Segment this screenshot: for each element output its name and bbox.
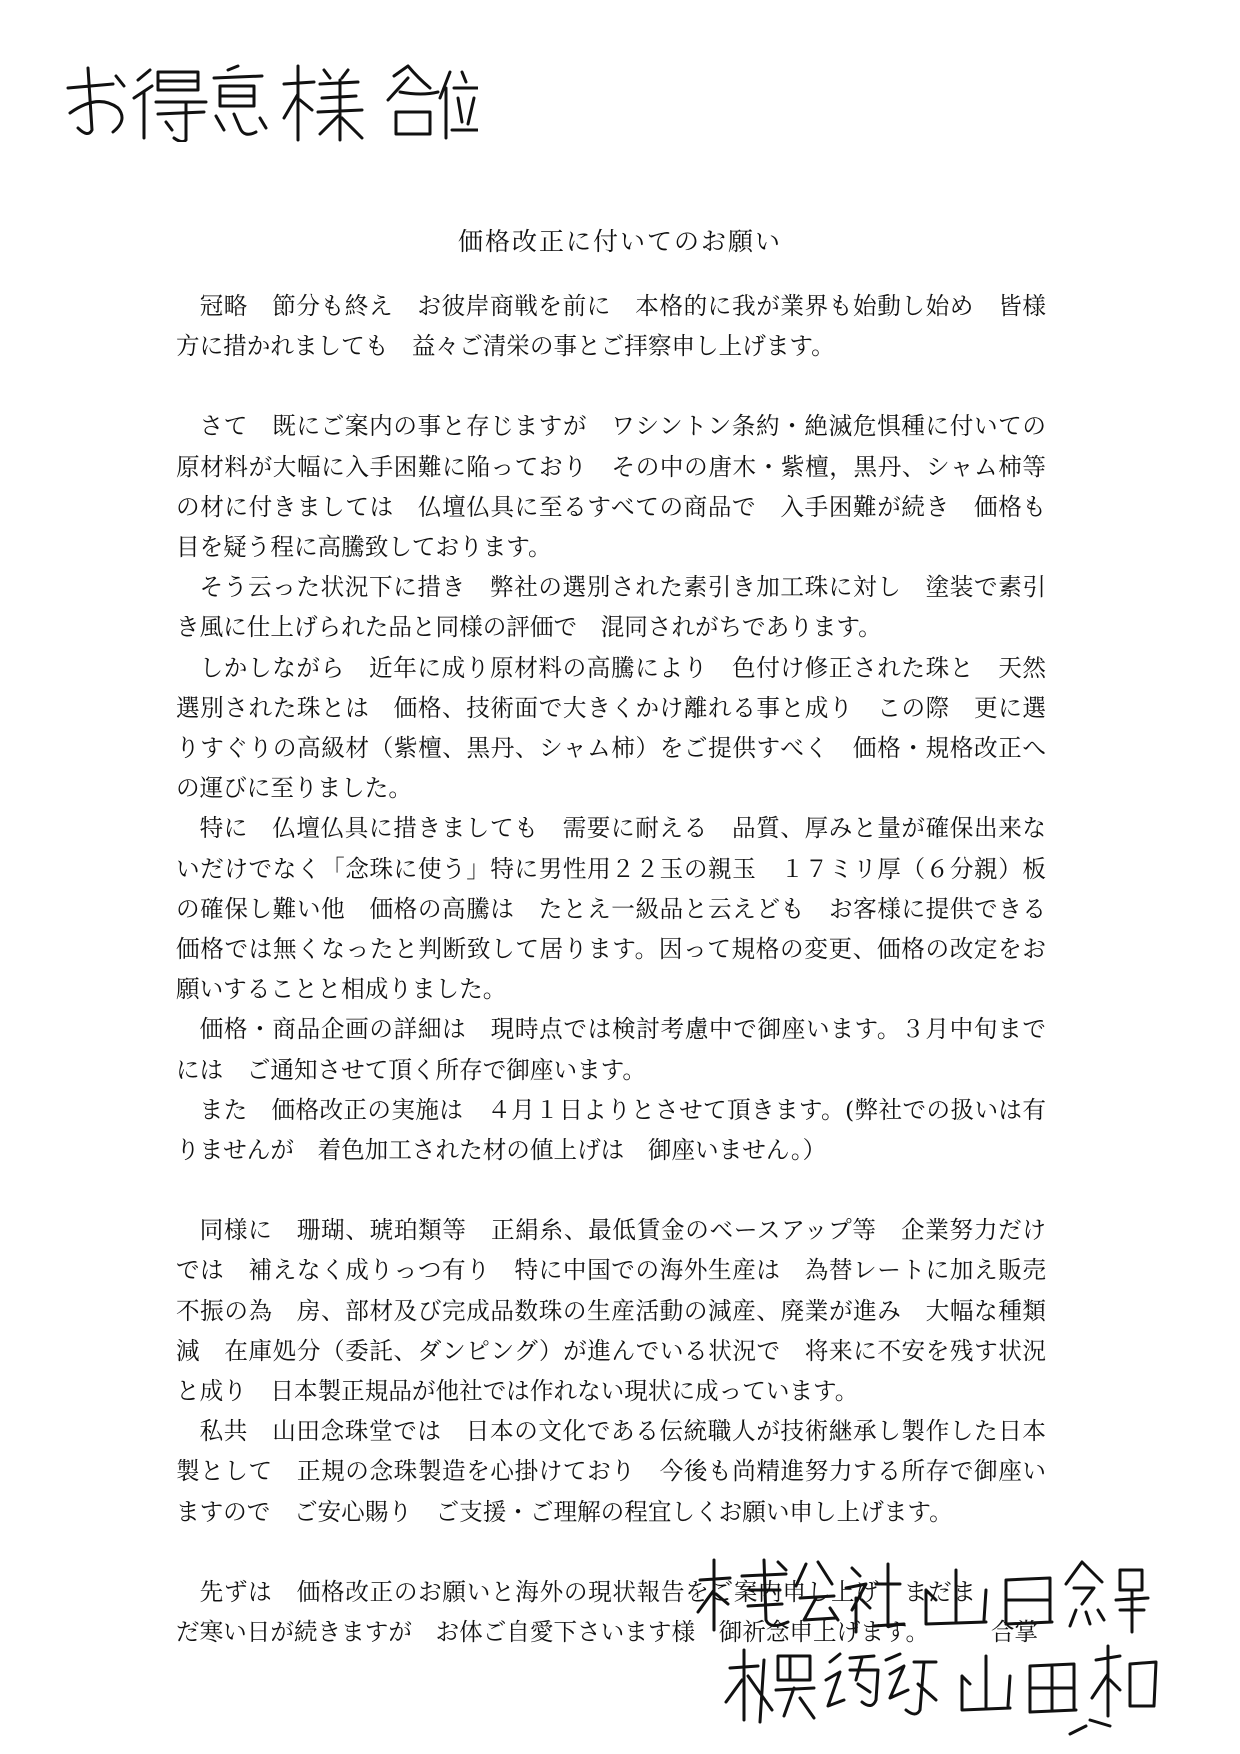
paragraph-details: 価格・商品企画の詳細は 現時点では検討考慮中で御座います。３月中旬までには ご通知させて頂く所存で御座います。 [176, 1015, 1046, 1084]
closing-gassho: 合掌 [990, 1618, 1038, 1647]
paragraph-company-commitment: 私共 山田念珠堂では 日本の文化である伝統職人が技術継承し製作した日本製として 正規の念珠製造を心掛けており 今後も尚精進努力する所存で御座いますので ご安心賜り ご支援・ご理解の程宜しくお願い申し上げます。 [176, 1417, 1046, 1526]
handwritten-signature [690, 1550, 1160, 1740]
paragraph-evaluation: そう云った状況下に措き 弊社の選別された素引き加工珠に対し 塗装で素引き風に仕上げられた品と同様の評価で 混同されがちであります。 [176, 573, 1046, 642]
letter-body [176, 286, 1046, 1652]
paragraph-particular: 特に 仏壇仏具に措きましても 需要に耐える 品質、厚みと量が確保出来ないだけでなく「念珠に使う」特に男性用２２玉の親玉 １７ミリ厚（６分親）板の確保し難い他 価格の高騰は たとえ一級品と云えども お客様に提供できる価格では無くなったと判断致して居ります。因って規格の変更、価格の改定をお願いすることと相成りました。 [176, 814, 1046, 1004]
paragraph-materials: さて 既にご案内の事と存じますが ワシントン条約・絶滅危惧種に付いての原材料が大幅に入手困難に陥っており その中の唐木・紫檀，黒丹、シャム柿等の材に付きましては 仏壇仏具に至るすべての商品で 入手困難が続き 価格も目を疑う程に高騰致しております。 [176, 412, 1046, 562]
letter-title: 価格改正に付いてのお願い [457, 227, 782, 256]
paragraph-price-revision: しかしながら 近年に成り原材料の高騰により 色付け修正された珠と 天然選別された珠とは 価格、技術面で大きくかけ離れる事と成り この際 更に選りすぐりの高級材（紫檀、黒丹、シャム柿）をご提供すべく 価格・規格改正への運びに至りました。 [176, 653, 1046, 803]
salutation-handwriting-image [58, 58, 478, 142]
paragraph-gap [176, 366, 1046, 406]
paragraph-effective-date: また 価格改正の実施は ４月１日よりとさせて頂きます。(弊社での扱いは有りませんが 着色加工された材の値上げは 御座いません。） [176, 1095, 1046, 1165]
signature-handwriting-image [690, 1550, 1160, 1740]
paragraph-gap [176, 1170, 1046, 1210]
paragraph-greeting: 冠略 節分も終え お彼岸商戦を前に 本格的に我が業界も始動し始め 皆様方に措かれましても 益々ご清栄の事とご拝察申し上げます。 [176, 292, 1046, 361]
paragraph-closing: 先ずは 価格改正のお願いと海外の現状報告をご案内申し上げ まだまだ寒い日が続きますが お体ご自愛下さいます様 御祈念申上げます。 [176, 1577, 976, 1647]
handwritten-salutation [58, 58, 478, 142]
paragraph-overseas: 同様に 珊瑚、琥珀類等 正絹糸、最低賃金のベースアップ等 企業努力だけでは 補えなく成りっつ有り 特に中国での海外生産は 為替レートに加え販売不振の為 房、部材及び完成品数珠の生産活動の減産、廃業が進み 大幅な種類減 在庫処分（委託、ダンピング）が進んでいる状況で 将来に不安を残す状況と成り 日本製正規品が他社では作れない現状に成っています。 [176, 1216, 1047, 1406]
